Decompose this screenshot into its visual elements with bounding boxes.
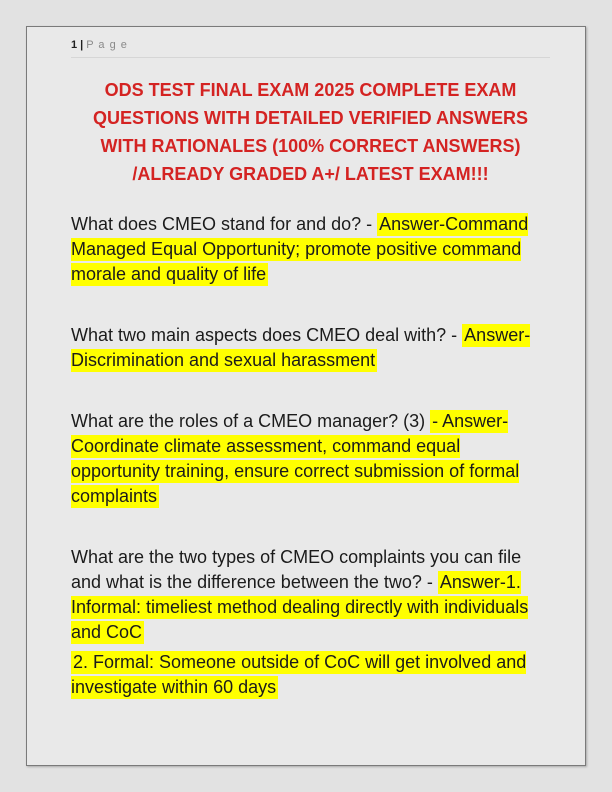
header-separator: | xyxy=(80,39,84,51)
qa-paragraph xyxy=(71,323,550,373)
exam-title-line: WITH RATIONALES (100% CORRECT ANSWERS) xyxy=(100,136,521,156)
page-header-label: P a g e xyxy=(86,39,128,51)
exam-title-line: QUESTIONS WITH DETAILED VERIFIED ANSWERS xyxy=(92,108,528,128)
exam-title xyxy=(71,76,550,188)
answer-highlight: Answer-Discrimination and sexual harassment xyxy=(71,325,531,370)
answer-highlight: Answer-Command Managed Equal Opportunity; promote positive command morale and quality of life xyxy=(71,214,529,284)
qa-paragraph xyxy=(71,212,550,287)
answer-highlight: - Answer-Coordinate climate assessment, command equal opportunity training, ensure correct submission of formal complaints xyxy=(71,411,520,506)
answer-highlight: Answer-1. Informal: timeliest method dealing directly with individuals and CoC xyxy=(71,572,529,642)
question-text: What are the roles of a CMEO manager? (3) xyxy=(71,411,431,431)
answer-highlight: 2. Formal: Someone outside of CoC will get involved and investigate within 60 days xyxy=(71,652,527,697)
qa-paragraph xyxy=(71,409,550,509)
document-page xyxy=(26,26,586,766)
page-header xyxy=(71,39,550,58)
exam-title-line: ODS TEST FINAL EXAM 2025 COMPLETE EXAM xyxy=(104,80,517,100)
question-text: What are the two types of CMEO complaints you can file and what is the difference between the two? - xyxy=(71,547,522,592)
page-number: 1 xyxy=(71,39,78,51)
qa-paragraph xyxy=(71,545,550,645)
question-text: What two main aspects does CMEO deal with? - xyxy=(71,325,463,345)
qa-paragraph xyxy=(71,650,550,700)
exam-title-line: /ALREADY GRADED A+/ LATEST EXAM!!! xyxy=(132,164,489,184)
question-text: What does CMEO stand for and do? - xyxy=(71,214,378,234)
